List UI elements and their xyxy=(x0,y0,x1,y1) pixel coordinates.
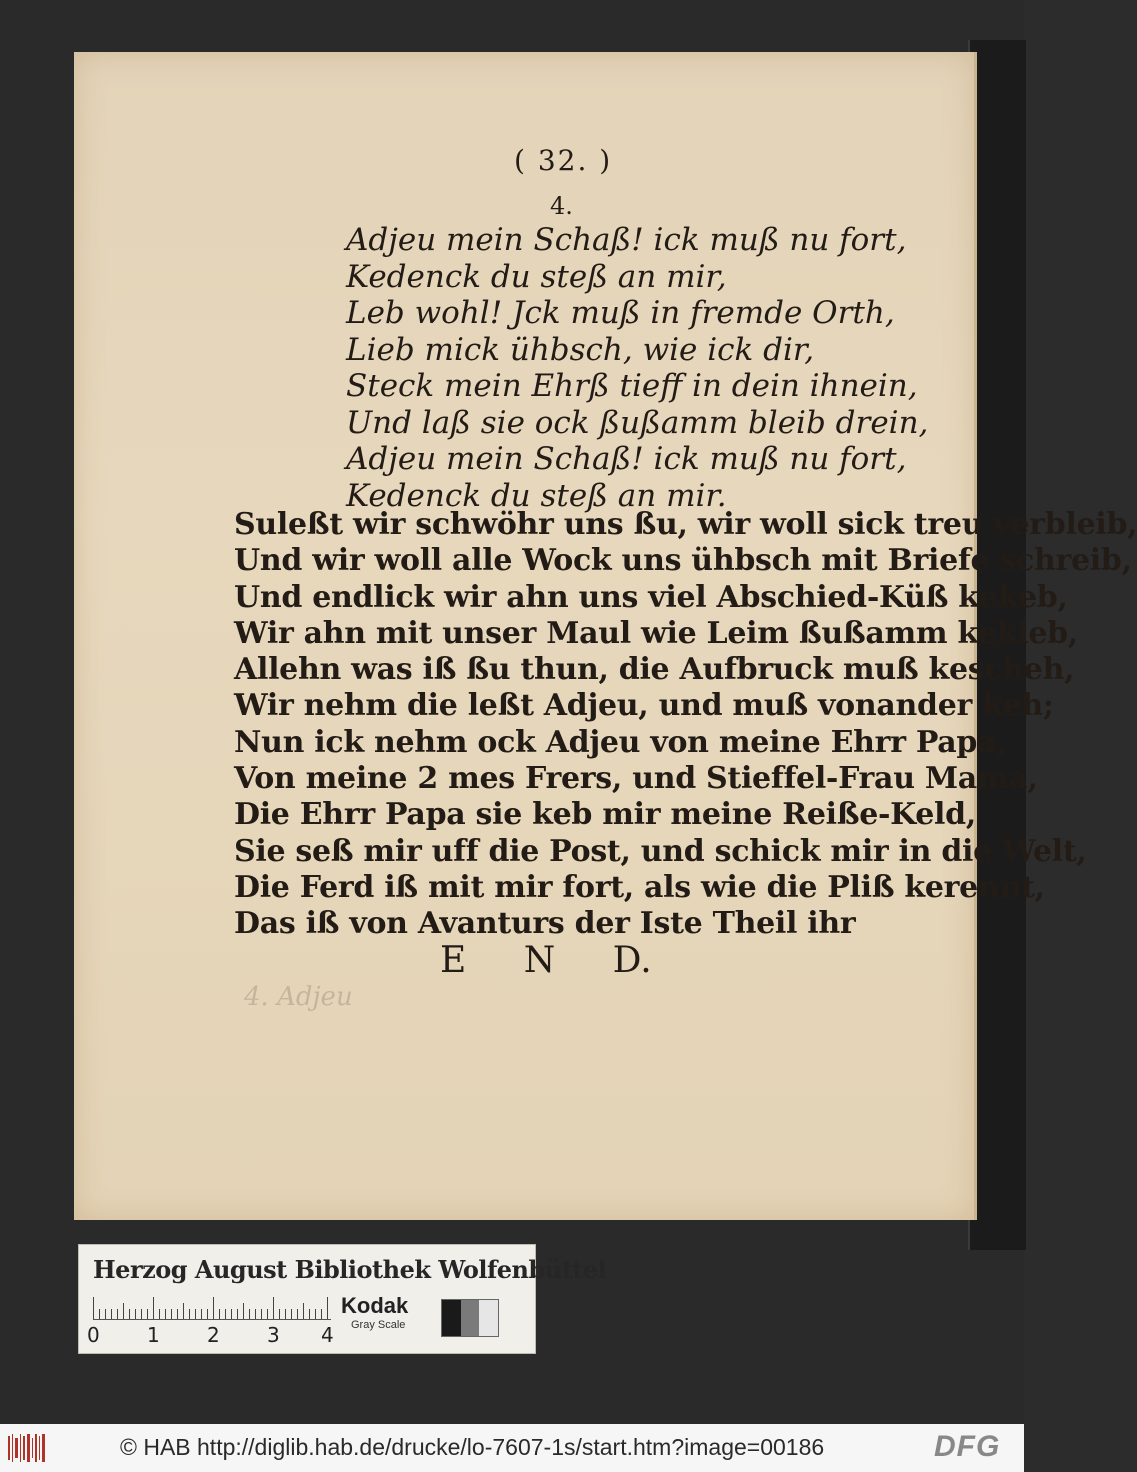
poem-line: Nun ick nehm ock Adjeu von meine Ehrr Papa, xyxy=(234,724,1007,760)
poem-line: Suleßt wir schwöhr uns ßu, wir woll sick treu verbleib, xyxy=(234,507,1137,542)
ruler-number: 2 xyxy=(207,1323,220,1347)
poem-line: Die Ferd iß mit mir fort, als wie die Pliß kerennt, xyxy=(234,869,1045,905)
stanza-line: Kedenck du steß an mir, xyxy=(346,258,727,295)
ruler-numbers xyxy=(87,1323,334,1347)
swatch-white xyxy=(479,1300,498,1336)
barcode-icon xyxy=(8,1432,48,1464)
gray-scale-label: Gray Scale xyxy=(351,1319,406,1331)
ruler xyxy=(93,1295,331,1320)
ruler-number: 0 xyxy=(87,1323,100,1347)
swatch-black xyxy=(442,1300,461,1336)
swatch-gray xyxy=(461,1300,480,1336)
bleed-through-text: 4. Adjeu xyxy=(244,982,353,1012)
footer-bar xyxy=(0,1424,1024,1472)
stanza-line: Leb wohl! Jck muß in fremde Orth, xyxy=(346,295,895,331)
page-text xyxy=(74,52,1137,1220)
stanza-line: Adjeu mein Schaß! ick muß nu fort, xyxy=(346,222,907,258)
stanza-number: 4. xyxy=(550,192,573,220)
stanza-line: Adjeu mein Schaß! ick muß nu fort, xyxy=(346,441,907,477)
library-name: Herzog August Bibliothek Wolfenbüttel xyxy=(93,1255,607,1284)
poem-line: Wir nehm die leßt Adjeu, und muß vonander keh; xyxy=(234,688,1054,724)
ruler-number: 1 xyxy=(147,1323,160,1347)
gray-swatches xyxy=(441,1299,499,1337)
poem-line: Wir ahn mit unser Maul wie Leim ßußamm kekleb, xyxy=(234,615,1078,651)
color-card xyxy=(78,1244,607,1354)
book-page xyxy=(74,52,1137,1220)
poem-line: Allehn was iß ßu thun, die Aufbruck muß kescheh, xyxy=(234,652,1075,688)
copyright-link[interactable]: © HAB http://diglib.hab.de/drucke/lo-7607-1s/start.htm?image=00186 xyxy=(120,1434,825,1460)
poem-line: Sie seß mir uff die Post, und schick mir in die Welt, xyxy=(234,833,1087,869)
stanza-line: Kedenck du steß an mir. xyxy=(346,477,727,514)
kodak-logo: Kodak xyxy=(341,1293,409,1318)
page-number: ( 32. ) xyxy=(514,144,613,177)
stanza xyxy=(346,222,928,514)
ruler-number: 3 xyxy=(267,1323,280,1347)
poem-line: Und wir woll alle Wock uns ühbsch mit Briefe schreib, xyxy=(234,543,1132,579)
end-mark: E N D. xyxy=(440,940,652,981)
stanza-line: Steck mein Ehrß tieff in dein ihnein, xyxy=(346,368,918,404)
poem-body xyxy=(234,507,1137,943)
poem-line: Und endlick wir ahn uns viel Abschied-Küß kekeb, xyxy=(234,579,1068,615)
poem-line: Die Ehrr Papa sie keb mir meine Reiße-Keld, xyxy=(234,797,976,833)
stanza-line: Und laß sie ock ßußamm bleib drein, xyxy=(346,404,929,441)
poem-line: Das iß von Avanturs der Iste Theil ihr xyxy=(234,906,856,942)
ruler-number: 4 xyxy=(321,1323,334,1347)
poem-line: Von meine 2 mes Frers, und Stieffel-Frau Mama, xyxy=(234,761,1038,797)
dfg-logo: DFG xyxy=(934,1430,1001,1463)
stanza-line: Lieb mick ühbsch, wie ick dir, xyxy=(346,331,815,368)
